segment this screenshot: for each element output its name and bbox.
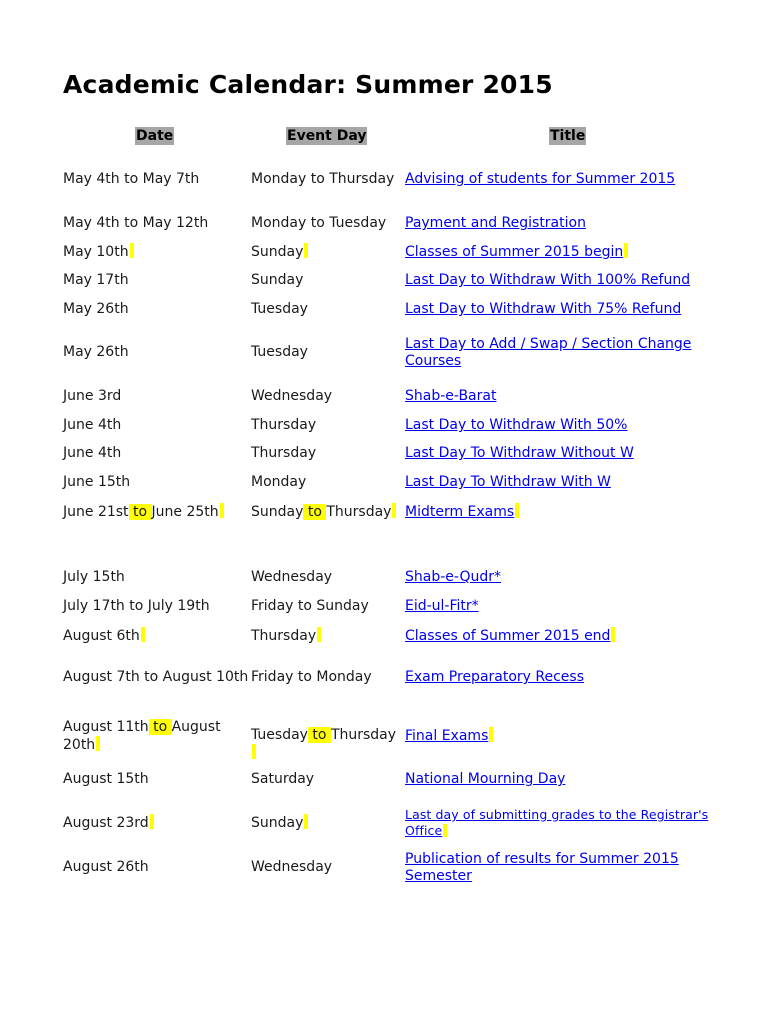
row-date: June 4th <box>63 417 122 433</box>
row-title-link[interactable]: Classes of Summer 2015 end <box>405 628 611 644</box>
highlight-mark <box>96 736 100 751</box>
row-event-day: Wednesday <box>251 388 333 404</box>
row-event-day: Sunday to Thursday <box>251 503 401 521</box>
highlight-to: to <box>303 504 326 520</box>
row-title-link[interactable]: Shab-e-Barat <box>405 388 497 404</box>
highlight-mark <box>252 744 256 759</box>
column-header-title: Title <box>550 128 586 144</box>
row-title-link[interactable]: Payment and Registration <box>405 215 586 231</box>
row-event-day: Friday to Sunday <box>251 598 369 614</box>
row-event-day: Sunday <box>251 244 304 260</box>
highlight-mark <box>611 627 615 642</box>
row-title-link[interactable]: Last Day To Withdraw Without W <box>405 445 634 461</box>
highlight-mark <box>489 727 493 742</box>
highlight-mark <box>304 814 308 829</box>
row-date: August 15th <box>63 771 149 787</box>
row-date: August 26th <box>63 859 149 875</box>
highlight-to: to <box>129 504 152 520</box>
row-date: July 15th <box>63 569 125 585</box>
row-title-link[interactable]: National Mourning Day <box>405 771 566 787</box>
row-date: July 17th to July 19th <box>63 598 210 614</box>
row-title-link[interactable]: Midterm Exams <box>405 504 515 520</box>
highlight-mark <box>624 243 628 258</box>
row-date: June 21st to June 25th <box>63 503 248 521</box>
highlight-mark <box>392 503 396 518</box>
row-title-link[interactable]: Shab-e-Qudr* <box>405 569 501 585</box>
row-event-day: Monday to Thursday <box>251 171 395 187</box>
row-event-day: Tuesday to Thursday <box>251 727 401 762</box>
row-date: August 6th <box>63 628 140 644</box>
highlight-to: to <box>149 719 172 735</box>
row-event-day: Monday <box>251 474 307 490</box>
row-date: May 4th to May 12th <box>63 215 209 231</box>
row-date: August 23rd <box>63 815 149 831</box>
row-date: May 4th to May 7th <box>63 171 200 187</box>
row-date: August 7th to August 10th <box>63 669 249 685</box>
highlight-mark <box>304 243 308 258</box>
row-title-link[interactable]: Last Day to Withdraw With 75% Refund <box>405 301 682 317</box>
highlight-mark <box>141 627 145 642</box>
highlight-mark <box>317 627 321 642</box>
row-title-link[interactable]: Last Day to Add / Swap / Section Change Courses <box>405 336 692 369</box>
highlight-mark <box>150 814 154 829</box>
row-event-day: Wednesday <box>251 859 333 875</box>
row-event-day: Friday to Monday <box>251 669 372 685</box>
row-event-day: Tuesday <box>251 301 308 317</box>
row-event-day: Sunday <box>251 815 304 831</box>
row-title-link[interactable]: Last Day to Withdraw With 50% <box>405 417 628 433</box>
row-title-link[interactable]: Publication of results for Summer 2015 Semester <box>405 851 679 884</box>
highlight-mark <box>130 243 134 258</box>
row-title-link[interactable]: Last day of submitting grades to the Registrar's Office <box>405 807 709 838</box>
row-date: June 3rd <box>63 388 122 404</box>
column-header-event-day: Event Day <box>287 128 367 144</box>
highlight-mark <box>515 503 519 518</box>
page-title: Academic Calendar: Summer 2015 <box>63 70 553 99</box>
highlight-mark <box>443 824 447 837</box>
row-event-day: Sunday <box>251 272 304 288</box>
row-title-link[interactable]: Last Day to Withdraw With 100% Refund <box>405 272 691 288</box>
row-event-day: Saturday <box>251 771 315 787</box>
row-event-day: Monday to Tuesday <box>251 215 387 231</box>
highlight-mark <box>220 503 224 518</box>
row-date: May 17th <box>63 272 129 288</box>
row-title-link[interactable]: Final Exams <box>405 728 489 744</box>
row-date: June 15th <box>63 474 131 490</box>
row-title-link[interactable]: Eid-ul-Fitr* <box>405 598 479 614</box>
row-date: May 10th <box>63 244 129 260</box>
row-date: May 26th <box>63 344 129 360</box>
highlight-to: to <box>308 727 331 743</box>
row-date: August 11th to August 20th <box>63 719 221 753</box>
row-event-day: Thursday <box>251 417 317 433</box>
row-event-day: Wednesday <box>251 569 333 585</box>
row-date: June 4th <box>63 445 122 461</box>
row-title-link[interactable]: Advising of students for Summer 2015 <box>405 171 676 187</box>
row-event-day: Thursday <box>251 628 317 644</box>
row-event-day: Thursday <box>251 445 317 461</box>
row-date: May 26th <box>63 301 129 317</box>
row-event-day: Tuesday <box>251 344 308 360</box>
column-header-date: Date <box>136 128 174 144</box>
row-title-link[interactable]: Last Day To Withdraw With W <box>405 474 611 490</box>
row-title-link[interactable]: Classes of Summer 2015 begin <box>405 244 624 260</box>
row-title-link[interactable]: Exam Preparatory Recess <box>405 669 585 685</box>
